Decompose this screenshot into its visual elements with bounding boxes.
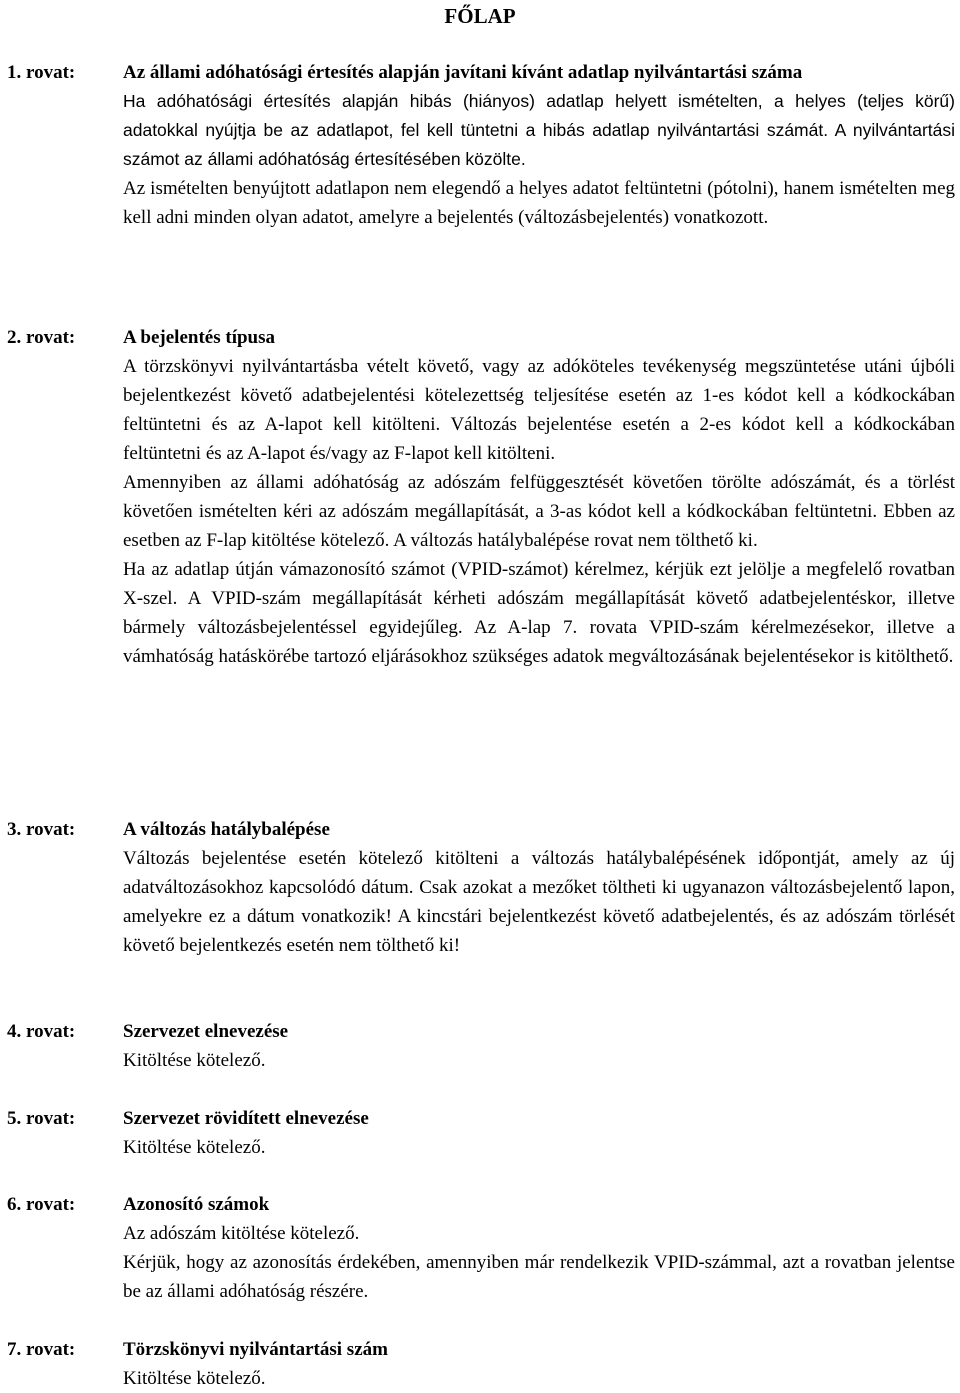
- section-paragraph: Kitöltése kötelező.: [123, 1137, 266, 1158]
- section-body: [123, 323, 955, 671]
- section-paragraph: Az adószám kitöltése kötelező.: [123, 1223, 360, 1244]
- section-label: 6. rovat:: [7, 1194, 76, 1215]
- section-body: [123, 1335, 955, 1393]
- section-heading: Az állami adóhatósági értesítés alapján javítani kívánt adatlap nyilvántartási száma: [123, 62, 803, 83]
- section-body: [123, 1104, 955, 1162]
- section-paragraph: Kérjük, hogy az azonosítás érdekében, amennyiben már rendelkezik VPID-számmal, azt a rovatban jelentse be az állami adóhatóság részére.: [123, 1252, 955, 1302]
- section-heading: Szervezet rövidített elnevezése: [123, 1108, 369, 1129]
- section-paragraph: Változás bejelentése esetén kötelező kitölteni a változás hatálybalépésének időpontját, amely az új adatváltozásokhoz kapcsolódó dátum. Csak azokat a mezőket töltheti ki ugyanazon változásbejelentő lapon, amelyekre ez a dátum vonatkozik! A kincstári bejelentkezést követő adatbejelentés, és az adószám törlését követő bejelentkezés esetén nem tölthető ki!: [123, 848, 955, 956]
- section-paragraph: Kitöltése kötelező.: [123, 1368, 266, 1389]
- section-heading: A bejelentés típusa: [123, 327, 275, 348]
- section-label: 2. rovat:: [7, 327, 76, 348]
- section-label: 4. rovat:: [7, 1021, 76, 1042]
- section-body: [123, 815, 955, 960]
- section-body: [123, 58, 955, 232]
- section-paragraph: Az ismételten benyújtott adatlapon nem elegendő a helyes adatot feltüntetni (pótolni), hanem ismételten meg kell adni minden olyan adatot, amelyre a bejelentés (változásbejelentés) vonatkozott.: [123, 178, 955, 228]
- section-heading: Azonosító számok: [123, 1194, 270, 1215]
- section-label: 5. rovat:: [7, 1108, 76, 1129]
- section-heading: Törzskönyvi nyilvántartási szám: [123, 1339, 388, 1360]
- section-label: 1. rovat:: [7, 62, 76, 83]
- section-label: 7. rovat:: [7, 1339, 76, 1360]
- section-body: [123, 1017, 955, 1075]
- section-heading: Szervezet elnevezése: [123, 1021, 289, 1042]
- section-paragraph: Kitöltése kötelező.: [123, 1050, 266, 1071]
- section-paragraph: A törzskönyvi nyilvántartásba vételt követő, vagy az adóköteles tevékenység megszüntetése utáni újbóli bejelentkezést követő adatbejelentési kötelezettség teljesítése esetén az 1-es kódot kell a kódkockában feltüntetni és az A-lapot kell kitölteni. Változás bejelentése esetén a 2-es kódot kell a kódkockában feltüntetni és az A-lapot és/vagy az F-lapot kell kitölteni.: [123, 356, 955, 464]
- section-label: 3. rovat:: [7, 819, 76, 840]
- section-body: [123, 1190, 955, 1306]
- section-heading: A változás hatálybalépése: [123, 819, 330, 840]
- page-title: FŐLAP: [444, 4, 516, 28]
- section-paragraph: Ha adóhatósági értesítés alapján hibás (hiányos) adatlap helyett ismételten, a helyes (teljes körű) adatokkal nyújtja be az adatlapot, fel kell tüntetni a hibás adatlap nyilvántartási számát. A nyilvántartási számot az állami adóhatóság értesítésében közölte.: [123, 91, 955, 169]
- section-paragraph: Amennyiben az állami adóhatóság az adószám felfüggesztését követően törölte adószámát, és a törlést követően ismételten kéri az adószám megállapítását, a 3-as kódot kell a kódkockában feltüntetni. Ebben az esetben az F-lap kitöltése kötelező. A változás hatálybalépése rovat nem tölthető ki.: [123, 472, 955, 551]
- section-paragraph: Ha az adatlap útján vámazonosító számot (VPID-számot) kérelmez, kérjük ezt jelölje a megfelelő rovatban X-szel. A VPID-szám megállapítását kérheti adószám megállapítását követő adatbejelentéskor, illetve bármely változásbejelentéssel egyidejűleg. Az A-lap 7. rovata VPID-szám kérelmezésekor, illetve a vámhatóság hatáskörébe tartozó eljárásokhoz szükséges adatok megváltozásának bejelentésekor is kitölthető.: [123, 559, 955, 667]
